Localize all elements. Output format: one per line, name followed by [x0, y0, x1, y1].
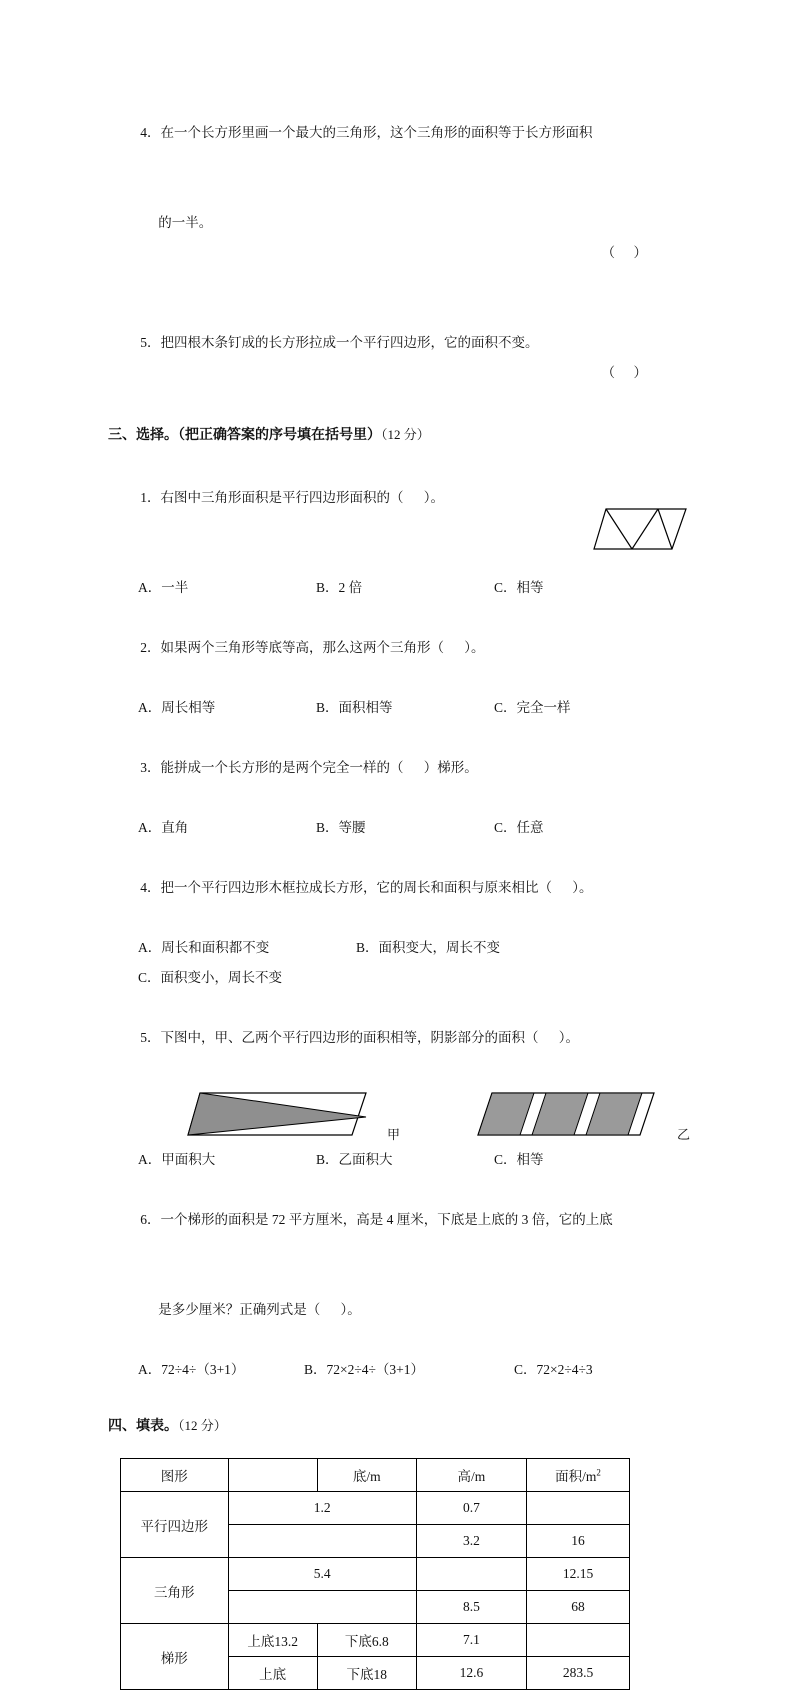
choice-q4-stem: 4．把一个平行四边形木框拉成长方形，它的周长和面积与原来相比（ ）。: [140, 880, 593, 895]
table-cell-p2-base[interactable]: [228, 1525, 416, 1558]
choice-question-5: [108, 993, 688, 1083]
choice-q6-stem2: 是多少厘米？正确列式是（ ）。: [158, 1302, 361, 1317]
table-cell-t2-height[interactable]: 8.5: [416, 1591, 526, 1624]
figure-jia-parallelogram: [186, 1089, 406, 1141]
choice-question-1: [108, 453, 688, 573]
figure-jia-label: 甲: [386, 1127, 400, 1142]
table-row: [121, 1558, 630, 1591]
table-header-area: [527, 1459, 630, 1492]
choice-q2-options: [108, 693, 688, 723]
section-4-score: （12 分）: [178, 1418, 227, 1433]
choice-q6-option-b[interactable]: B．72×2÷4÷（3+1）: [304, 1362, 425, 1377]
choice-q5-option-a[interactable]: A．甲面积大: [138, 1152, 216, 1167]
table-cell-t2-base[interactable]: [228, 1591, 416, 1624]
table-cell-p1-area[interactable]: [527, 1492, 630, 1525]
judge-q4-answer-bracket[interactable]: （ ）: [601, 245, 648, 260]
section-4-heading: [108, 1409, 688, 1444]
choice-q1-option-c[interactable]: C．相等: [494, 580, 544, 595]
table-cell-t1-base[interactable]: 5.4: [228, 1558, 416, 1591]
choice-question-2: [108, 603, 688, 693]
table-header-base: 底/m: [317, 1459, 416, 1492]
table-header-shape: 图形: [121, 1459, 229, 1492]
choice-q1-option-a[interactable]: A．一半: [138, 580, 189, 595]
figure-yi-parallelogram: [476, 1089, 690, 1142]
choice-q4-option-c[interactable]: C．面积变小，周长不变: [138, 970, 283, 985]
table-cell-z2-bottom-base[interactable]: 下底18: [317, 1657, 416, 1690]
section-3-score: （12 分）: [381, 427, 430, 442]
choice-q6-options: [108, 1355, 688, 1385]
choice-q3-option-c[interactable]: C．任意: [494, 820, 544, 835]
choice-q6-stem1: 6．一个梯形的面积是 72 平方厘米，高是 4 厘米，下底是上底的 3 倍，它的上底: [140, 1212, 613, 1227]
choice-question-4: [108, 843, 688, 933]
choice-q3-options: [108, 813, 688, 843]
choice-q5-option-c[interactable]: C．相等: [494, 1152, 544, 1167]
table-cell-z1-area[interactable]: [527, 1624, 630, 1657]
choice-q2-stem: 2．如果两个三角形等底等高，那么这两个三角形（ ）。: [140, 640, 485, 655]
table-cell-p2-area[interactable]: 16: [527, 1525, 630, 1558]
table-header-area-exponent: 2: [596, 1467, 601, 1478]
table-cell-t1-height[interactable]: [416, 1558, 526, 1591]
table-row: [121, 1492, 630, 1525]
choice-q4-option-b[interactable]: B．面积变大，周长不变: [356, 940, 501, 955]
judge-question-4-line2: [108, 178, 688, 298]
choice-q3-stem: 3．能拼成一个长方形的是两个完全一样的（ ）梯形。: [140, 760, 478, 775]
judge-q4-text1: 4．在一个长方形里画一个最大的三角形，这个三角形的面积等于长方形面积: [140, 125, 593, 140]
figure-yi-label: 乙: [676, 1127, 690, 1142]
table-cell-p1-base[interactable]: 1.2: [228, 1492, 416, 1525]
choice-q2-option-b[interactable]: B．面积相等: [316, 700, 393, 715]
parallelogram-triangle-figure: [592, 447, 688, 493]
table-row: [121, 1624, 630, 1657]
choice-question-3: [108, 723, 688, 813]
choice-q4-option-a[interactable]: A．周长和面积都不变: [138, 940, 270, 955]
table-header-row: [121, 1459, 630, 1492]
choice-q5-stem: 5．下图中，甲、乙两个平行四边形的面积相等，阴影部分的面积（ ）。: [140, 1030, 579, 1045]
choice-q2-option-a[interactable]: A．周长相等: [138, 700, 216, 715]
choice-q6-option-c[interactable]: C．72×2÷4÷3: [514, 1362, 593, 1377]
table-cell-p1-height[interactable]: 0.7: [416, 1492, 526, 1525]
section-3-title: 三、选择。（把正确答案的序号填在括号里）: [108, 428, 381, 443]
choice-q5-figures: [108, 1089, 688, 1141]
fill-table-wrapper: [108, 1458, 688, 1690]
fill-table: [120, 1458, 630, 1690]
choice-q1-option-b[interactable]: B．2 倍: [316, 580, 363, 595]
table-cell-shape-triangle: 三角形: [121, 1558, 229, 1624]
choice-q4-options-row2: [108, 963, 688, 993]
table-header-base-left: [228, 1459, 317, 1492]
table-cell-z2-height[interactable]: 12.6: [416, 1657, 526, 1690]
judge-q5-answer-bracket[interactable]: （ ）: [601, 365, 648, 380]
judge-question-4-line1: [108, 88, 688, 178]
choice-q5-option-b[interactable]: B．乙面积大: [316, 1152, 393, 1167]
table-cell-t1-area[interactable]: 12.15: [527, 1558, 630, 1591]
judge-question-5: [108, 298, 688, 418]
choice-question-6-line2: [108, 1265, 688, 1355]
table-cell-t2-area[interactable]: 68: [527, 1591, 630, 1624]
table-header-area-text: 面积/m: [555, 1469, 597, 1484]
table-cell-z1-top-base[interactable]: 上底13.2: [228, 1624, 317, 1657]
judge-q5-text: 5．把四根木条钉成的长方形拉成一个平行四边形，它的面积不变。: [140, 335, 539, 350]
choice-q3-option-a[interactable]: A．直角: [138, 820, 189, 835]
table-cell-z1-height[interactable]: 7.1: [416, 1624, 526, 1657]
table-cell-z1-bottom-base[interactable]: 下底6.8: [317, 1624, 416, 1657]
table-cell-shape-parallelogram: 平行四边形: [121, 1492, 229, 1558]
choice-q1-stem: 1．右图中三角形面积是平行四边形面积的（ ）。: [140, 490, 444, 505]
section-4-title: 四、填表。: [108, 1419, 178, 1434]
table-header-height: 高/m: [416, 1459, 526, 1492]
page-content: [108, 88, 688, 1690]
choice-q3-option-b[interactable]: B．等腰: [316, 820, 366, 835]
table-cell-p2-height[interactable]: 3.2: [416, 1525, 526, 1558]
choice-q5-options: [108, 1145, 688, 1175]
table-cell-z2-area[interactable]: 283.5: [527, 1657, 630, 1690]
choice-question-6-line1: [108, 1175, 688, 1265]
choice-q6-option-a[interactable]: A．72÷4÷（3+1）: [138, 1362, 245, 1377]
table-cell-shape-trapezoid: 梯形: [121, 1624, 229, 1690]
table-cell-z2-top-base[interactable]: 上底: [228, 1657, 317, 1690]
choice-q2-option-c[interactable]: C．完全一样: [494, 700, 571, 715]
judge-q4-text2: 的一半。: [158, 215, 213, 230]
choice-q4-options-row1: [108, 933, 688, 963]
